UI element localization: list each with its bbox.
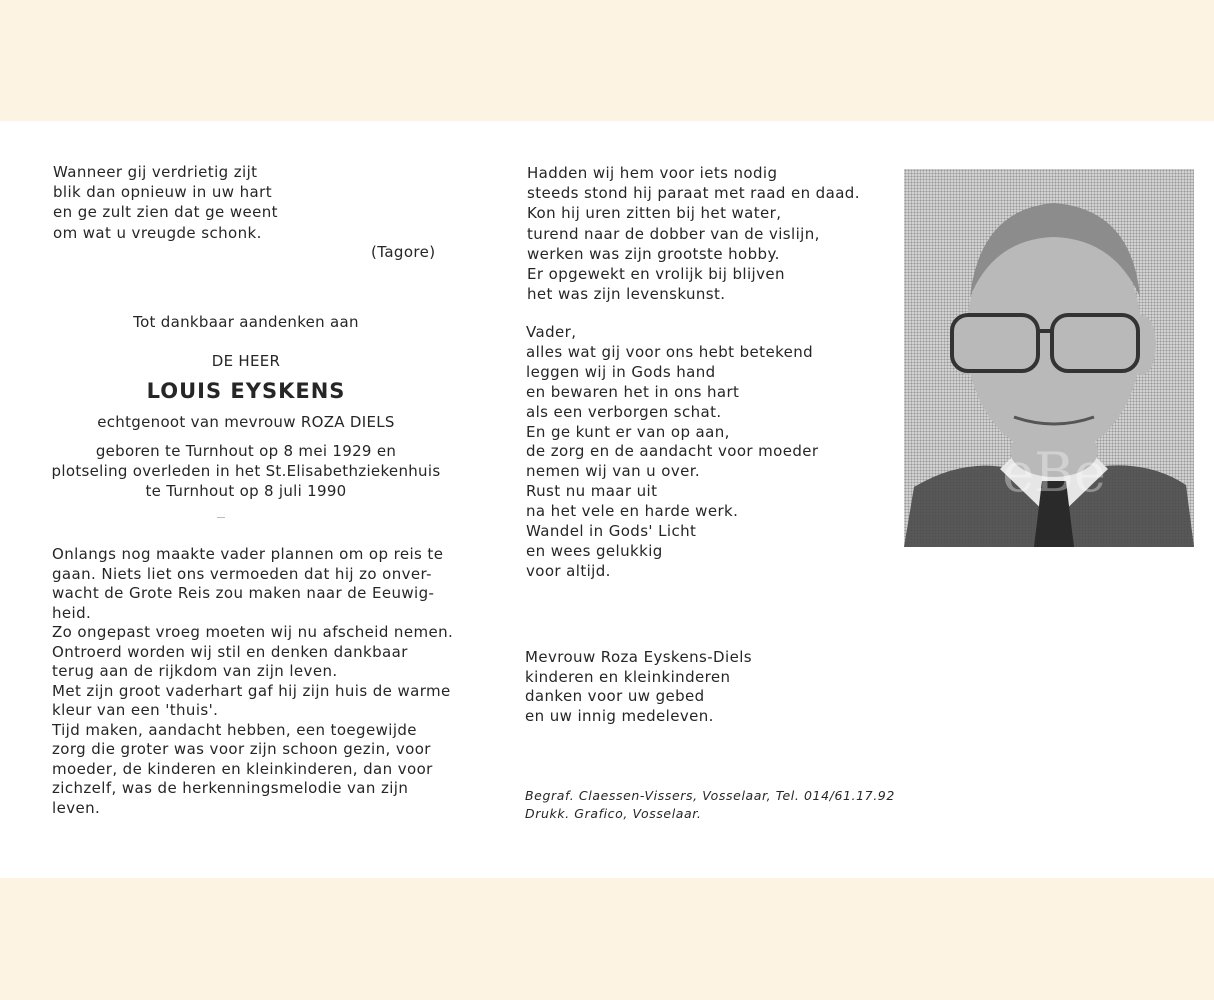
verse-line: na het vele en harde werk.: [526, 502, 739, 521]
tribute-line: kleur van een 'thuis'.: [52, 701, 219, 719]
tribute-line: gaan. Niets liet ons vermoeden dat hij zo onver-: [52, 564, 432, 583]
tribute-line: wacht de Grote Reis zou maken naar de Eeuwig-: [52, 584, 435, 602]
verse-line: Hadden wij hem voor iets nodig: [527, 164, 778, 182]
tribute-line: zorg die groter was voor zijn schoon gezin, voor: [52, 740, 431, 758]
thanks-line: en uw innig medeleven.: [525, 706, 714, 725]
tribute-line: leven.: [52, 798, 101, 817]
verse-line: Rust nu maar uit: [526, 482, 658, 501]
tribute-line: moeder, de kinderen en kleinkinderen, dan voor: [52, 759, 433, 778]
verse-line: voor altijd.: [526, 561, 611, 580]
poem-line: om wat u vreugde schonk.: [53, 223, 262, 242]
verse-character: [527, 163, 860, 304]
verse-line: leggen wij in Gods hand: [526, 362, 716, 381]
printer-credits: [525, 787, 895, 823]
verse-farewell: [526, 323, 819, 582]
tribute-text: [52, 545, 453, 818]
tribute-line: Zo ongepast vroeg moeten wij nu afscheid nemen.: [52, 623, 454, 641]
verse-line: nemen wij van u over.: [526, 462, 701, 481]
verse-line: Vader,: [526, 323, 577, 341]
tribute-line: Ontroerd worden wij stil en denken dankbaar: [52, 642, 408, 661]
portrait-drawing: [904, 169, 1194, 547]
dates-line: geboren te Turnhout op 8 mei 1929 en: [95, 442, 397, 460]
poem-attribution: (Tagore): [371, 243, 436, 261]
spouse-line: echtgenoot van mevrouw ROZA DIELS: [97, 413, 395, 431]
verse-line: Wandel in Gods' Licht: [526, 522, 697, 541]
deceased-name: LOUIS EYSKENS: [146, 379, 346, 403]
poem-line: en ge zult zien dat ge weent: [53, 203, 278, 222]
family-thanks: [525, 648, 752, 726]
thanks-line: danken voor uw gebed: [525, 687, 705, 705]
verse-line: en bewaren het in ons hart: [526, 382, 740, 401]
photo-watermark: eBe: [1002, 441, 1106, 504]
verse-line: turend naar de dobber van de vislijn,: [527, 224, 820, 243]
verse-line: en wees gelukkig: [526, 541, 663, 560]
verse-line: Er opgewekt en vrolijk bij blijven: [527, 265, 785, 284]
tribute-line: Met zijn groot vaderhart gaf hij zijn huis de warme: [52, 681, 451, 700]
divider-mark: [217, 517, 225, 518]
thanks-line: kinderen en kleinkinderen: [525, 667, 731, 686]
poem-line: blik dan opnieuw in uw hart: [53, 183, 272, 202]
verse-line: werken was zijn grootste hobby.: [527, 244, 780, 263]
printer-line: Drukk. Grafico, Vosselaar.: [525, 806, 702, 821]
tribute-line: terug aan de rijkdom van zijn leven.: [52, 662, 338, 680]
verse-line: het was zijn levenskunst.: [527, 285, 726, 304]
honorific-title: DE HEER: [211, 352, 281, 370]
tribute-line: Onlangs nog maakte vader plannen om op reis te: [52, 545, 444, 563]
verse-line: als een verborgen schat.: [526, 402, 722, 421]
tribute-line: zichzelf, was de herkenningsmelodie van zijn: [52, 779, 409, 797]
thanks-line: Mevrouw Roza Eyskens-Diels: [525, 648, 752, 666]
verse-line: steeds stond hij paraat met raad en daad.: [527, 184, 860, 203]
verse-line: alles wat gij voor ons hebt betekend: [526, 342, 814, 361]
verse-line: de zorg en de aandacht voor moeder: [526, 442, 819, 461]
verse-line: Kon hij uren zitten bij het water,: [527, 204, 782, 223]
poem-line: Wanneer gij verdrietig zijt: [53, 163, 258, 181]
dates-line: plotseling overleden in het St.Elisabethziekenhuis: [51, 462, 441, 481]
verse-line: En ge kunt er van op aan,: [526, 422, 730, 441]
tagore-poem: [53, 162, 278, 243]
birth-death-dates: [40, 441, 452, 502]
dedication: Tot dankbaar aandenken aan: [133, 313, 359, 331]
dates-line: te Turnhout op 8 juli 1990: [145, 482, 347, 501]
portrait-photo: [904, 169, 1194, 547]
tribute-line: heid.: [52, 603, 92, 622]
tribute-line: Tijd maken, aandacht hebben, een toegewijde: [52, 720, 417, 739]
undertaker-line: Begraf. Claessen-Vissers, Vosselaar, Tel. 014/61.17.92: [525, 788, 895, 803]
